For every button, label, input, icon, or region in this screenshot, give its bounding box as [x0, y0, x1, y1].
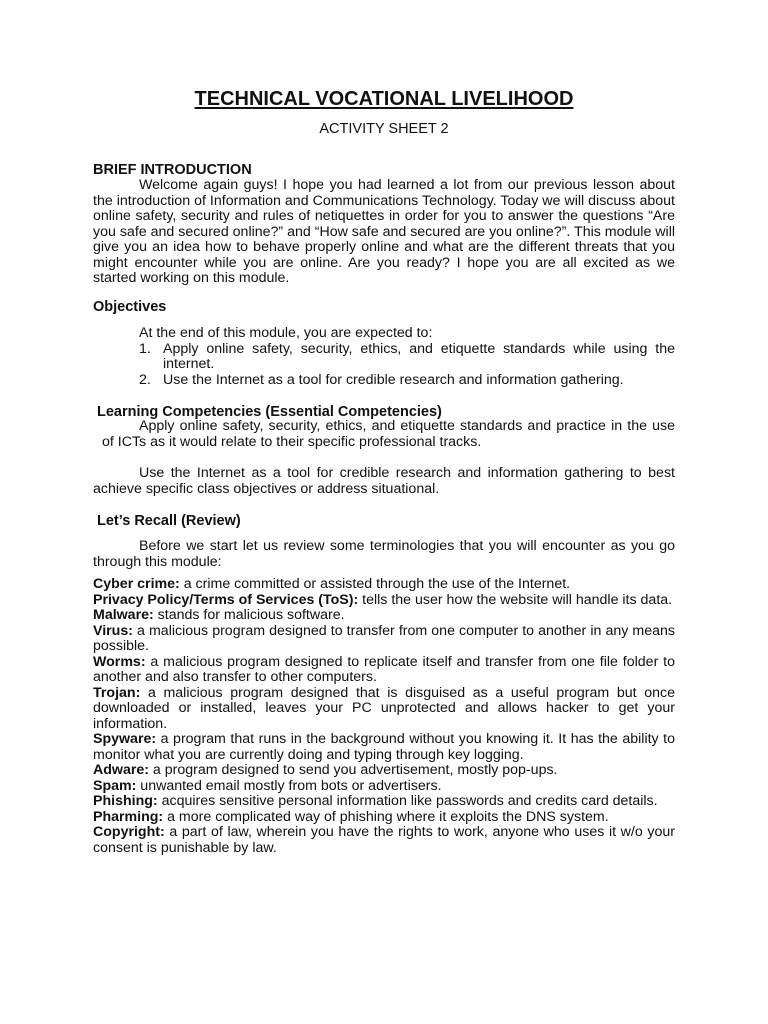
- objective-number: 2.: [139, 371, 151, 388]
- competencies-body: [102, 419, 675, 450]
- competencies-paragraph-1: Apply online safety, security, ethics, and etiquette standards and practice in the use of ICTs as it would relate to their specific professional tracks.: [102, 418, 675, 450]
- glossary-item: [93, 577, 675, 593]
- glossary-item: [93, 779, 675, 795]
- objectives-body: [139, 326, 675, 388]
- intro-heading: BRIEF INTRODUCTION: [93, 162, 252, 178]
- objective-item: [139, 373, 675, 389]
- glossary-definition: stands for malicious software.: [153, 607, 345, 623]
- glossary-definition: a program that runs in the background without you knowing it. It has the ability to monitor what you are currently doing and typing through key logging.: [93, 731, 675, 763]
- glossary-item: [93, 593, 675, 609]
- recall-heading: Let’s Recall (Review): [97, 513, 241, 529]
- objectives-list: [139, 342, 675, 389]
- glossary-item: [93, 732, 675, 763]
- glossary-definition: a crime committed or assisted through the use of the Internet.: [179, 576, 571, 592]
- glossary-term: Privacy Policy/Terms of Services (ToS):: [93, 591, 359, 608]
- glossary-item: [93, 624, 675, 655]
- glossary-definition: a more complicated way of phishing where it exploits the DNS system.: [163, 808, 609, 825]
- recall-lead-wrap: [93, 539, 675, 570]
- competencies-paragraph-2: Use the Internet as a tool for credible research and information gathering to best achieve specific class objectives or address situational.: [93, 465, 675, 497]
- intro-section: [93, 162, 675, 287]
- document-title: TECHNICAL VOCATIONAL LIVELIHOOD: [194, 88, 574, 110]
- glossary-term: Trojan:: [93, 684, 141, 701]
- glossary-item: [93, 655, 675, 686]
- glossary-term: Copyright:: [93, 824, 165, 840]
- glossary-definition: a malicious program designed to transfer from one computer to another in any means possible.: [93, 622, 675, 654]
- document-subtitle: ACTIVITY SHEET 2: [319, 121, 449, 137]
- recall-lead: Before we start let us review some terminologies that you will encounter as you go through this module:: [93, 538, 675, 570]
- objectives-lead: At the end of this module, you are expected to:: [139, 325, 433, 341]
- glossary-item: [93, 794, 675, 810]
- objective-text: Apply online safety, security, ethics, and etiquette standards while using the internet.: [163, 340, 675, 372]
- glossary-item: [93, 825, 675, 856]
- recall-heading-wrap: [97, 513, 679, 529]
- glossary-definition: a part of law, wherein you have the rights to work, anyone who uses it w/o your consent is punishable by law.: [93, 824, 675, 856]
- glossary-definition: acquires sensitive personal information like passwords and credits card details.: [157, 793, 658, 809]
- glossary-term: Cyber crime:: [93, 576, 180, 592]
- glossary-definition: tells the user how the website will handle its data.: [358, 591, 673, 608]
- glossary-term: Adware:: [93, 762, 149, 778]
- glossary-term: Spam:: [93, 777, 137, 794]
- glossary-definition: a malicious program designed to replicate itself and transfer from one file folder to another and also transfer to other computers.: [93, 653, 675, 685]
- glossary-definition: unwanted email mostly from bots or advertisers.: [136, 777, 442, 794]
- glossary-item: [93, 763, 675, 779]
- objective-number: 1.: [139, 340, 151, 357]
- glossary-term: Virus:: [93, 622, 133, 639]
- glossary-definition: a program designed to send you advertisement, mostly pop-ups.: [148, 762, 558, 778]
- glossary-item: [93, 810, 675, 826]
- objectives-heading: Objectives: [93, 299, 167, 315]
- glossary-item: [93, 686, 675, 733]
- competencies-body-2: [93, 466, 675, 497]
- objective-item: [139, 342, 675, 373]
- glossary-term: Pharming:: [93, 808, 164, 825]
- objective-text: Use the Internet as a tool for credible research and information gathering.: [163, 371, 624, 388]
- glossary-list: [93, 577, 675, 856]
- glossary-term: Malware:: [93, 607, 154, 623]
- objectives-section: [93, 299, 675, 315]
- competencies-heading: Learning Competencies (Essential Competencies): [97, 404, 442, 420]
- glossary-term: Phishing:: [93, 793, 158, 809]
- glossary-term: Worms:: [93, 653, 146, 670]
- intro-paragraph: Welcome again guys! I hope you had learned a lot from our previous lesson about the introduction of Information and Communications Technology. Today we will discuss about online safety, security and rules of netiquettes in order for you to answer the questions “Are you safe and secured online?” and “How safe and secured are you online?”. This module will give you an idea how to behave properly online and what are the different threats that you might encounter while you are online. Are you ready? I hope you are all excited as we started working on this module.: [93, 177, 675, 286]
- glossary-item: [93, 608, 675, 624]
- glossary-definition: a malicious program designed that is disguised as a useful program but once downloaded or installed, leaves your PC unprotected and allows hacker to get your information.: [93, 684, 675, 732]
- glossary-term: Spyware:: [93, 731, 157, 747]
